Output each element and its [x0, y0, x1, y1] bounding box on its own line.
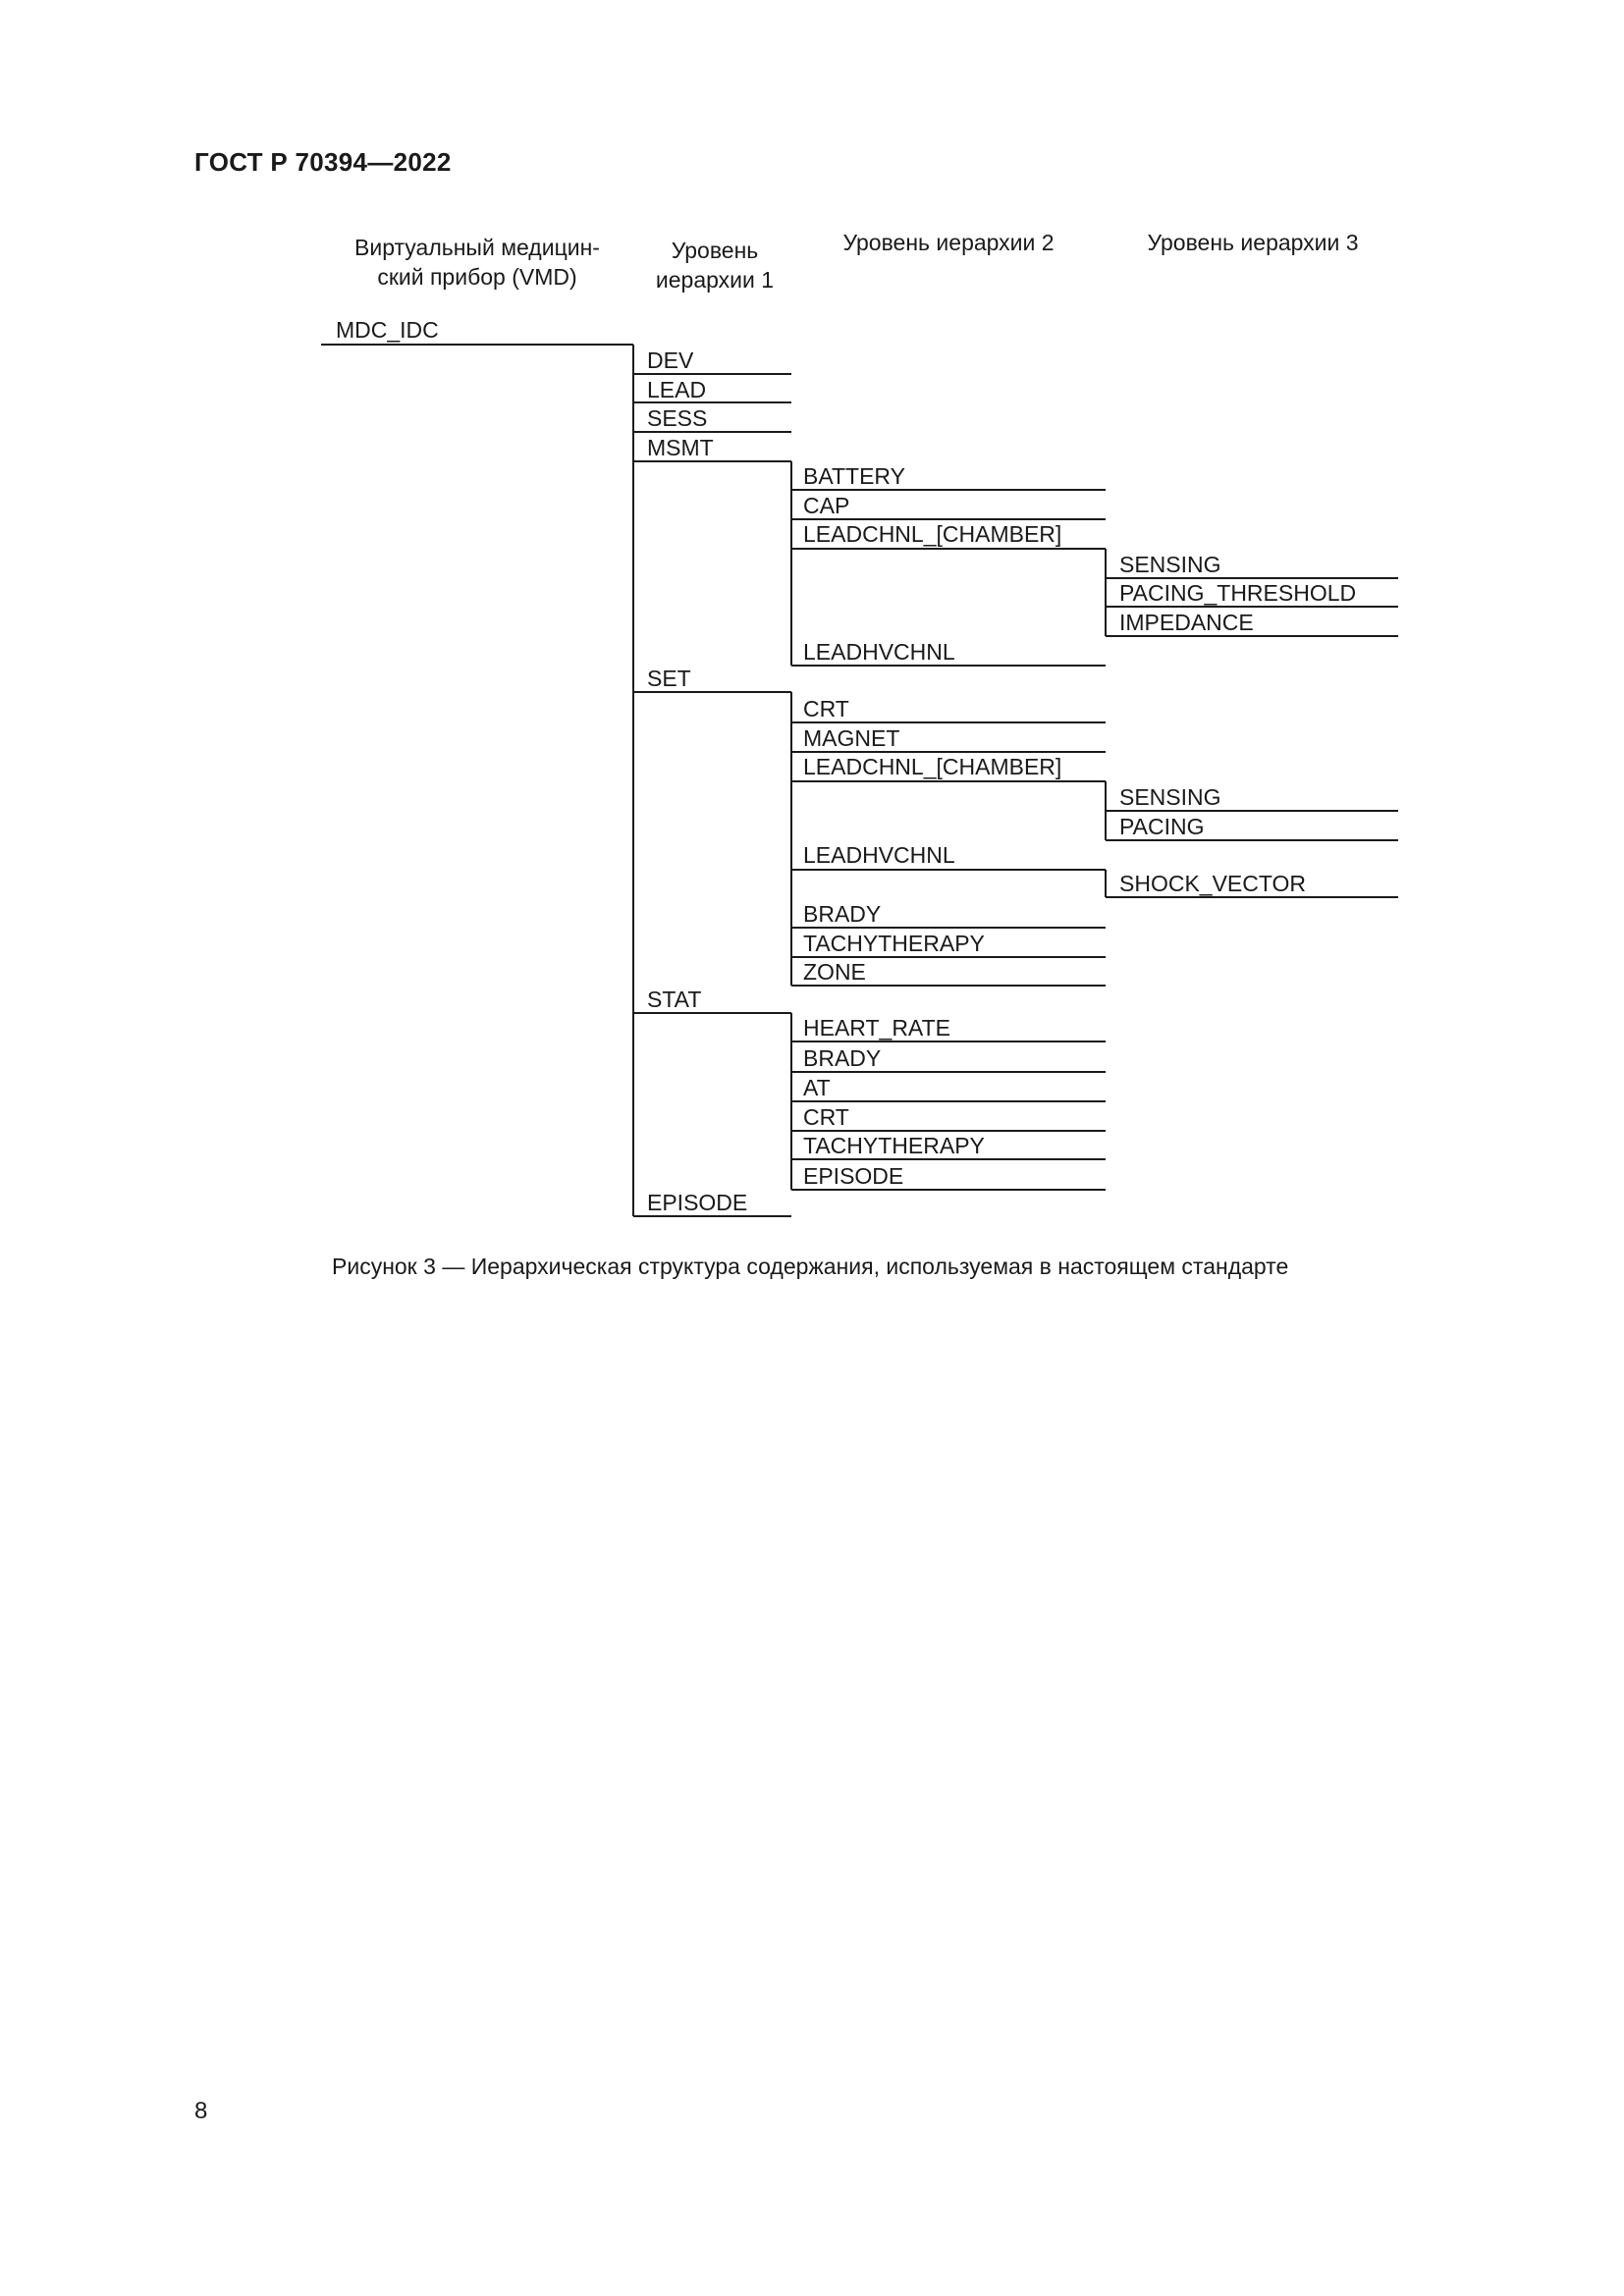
- document-header: ГОСТ Р 70394—2022: [194, 147, 452, 177]
- tree-node-set: SET: [647, 666, 691, 691]
- tree-node-msmt-leadhvchnl: LEADHVCHNL: [803, 639, 955, 665]
- tree-node-pacing-threshold: PACING_THRESHOLD: [1119, 580, 1357, 606]
- tree-node-set-sensing: SENSING: [1119, 784, 1221, 810]
- column-heading-level1-line2: иерархии 1: [655, 267, 775, 293]
- column-heading-level3-line1: Уровень иерархии 3: [1147, 230, 1359, 255]
- tree-node-lead: LEAD: [647, 377, 707, 402]
- tree-node-zone: ZONE: [803, 959, 866, 985]
- tree-node-at: AT: [803, 1075, 831, 1100]
- tree-node-stat-crt: CRT: [803, 1104, 849, 1130]
- figure-caption: Рисунок 3 — Иерархическая структура содержания, используемая в настоящем стандарте: [332, 1254, 1289, 1279]
- tree-node-shock-vector: SHOCK_VECTOR: [1119, 871, 1307, 896]
- tree-node-episode: EPISODE: [647, 1190, 748, 1215]
- tree-node-set-brady: BRADY: [803, 901, 882, 927]
- tree-node-set-leadhvchnl: LEADHVCHNL: [803, 842, 955, 868]
- tree-node-stat: STAT: [647, 987, 702, 1012]
- tree-node-magnet: MAGNET: [803, 725, 900, 751]
- tree-node-impedance: IMPEDANCE: [1119, 610, 1254, 635]
- column-heading-vmd-line1: Виртуальный медицин-: [354, 235, 600, 260]
- tree-node-stat-episode: EPISODE: [803, 1163, 904, 1189]
- tree-node-msmt-sensing: SENSING: [1119, 552, 1221, 577]
- tree-node-heart-rate: HEART_RATE: [803, 1015, 950, 1041]
- tree-node-set-crt: CRT: [803, 696, 849, 721]
- column-heading-vmd-line2: ский прибор (VMD): [377, 264, 577, 290]
- tree-node-dev: DEV: [647, 347, 694, 373]
- tree-node-set-leadchnl: LEADCHNL_[CHAMBER]: [803, 754, 1062, 779]
- tree-node-sess: SESS: [647, 405, 708, 431]
- page-number: 8: [194, 2098, 208, 2124]
- tree-node-root: MDC_IDC: [336, 317, 439, 343]
- tree-node-pacing: PACING: [1119, 814, 1205, 839]
- tree-node-msmt-leadchnl: LEADCHNL_[CHAMBER]: [803, 521, 1062, 547]
- tree-node-stat-tachytherapy: TACHYTHERAPY: [803, 1133, 985, 1158]
- tree-node-battery: BATTERY: [803, 463, 905, 489]
- column-heading-level1-line1: Уровень: [671, 238, 759, 263]
- column-heading-level2-line1: Уровень иерархии 2: [842, 230, 1055, 255]
- tree-node-msmt: MSMT: [647, 435, 714, 460]
- tree-node-cap: CAP: [803, 493, 850, 518]
- tree-node-set-tachytherapy: TACHYTHERAPY: [803, 931, 985, 956]
- tree-node-stat-brady: BRADY: [803, 1045, 882, 1071]
